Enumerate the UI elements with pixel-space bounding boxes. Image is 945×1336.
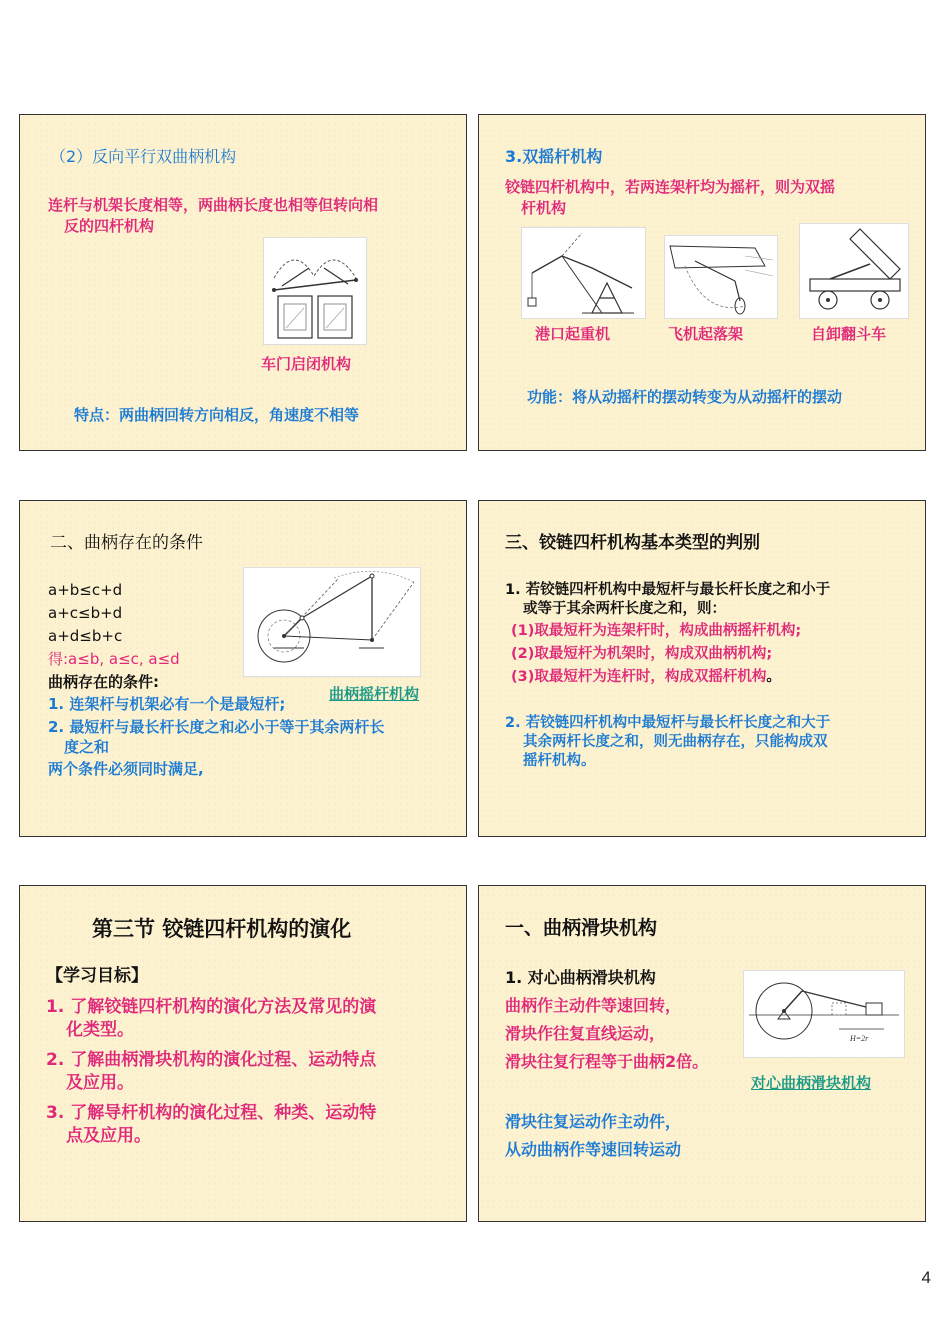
rule-1-line-2: 或等于其余两杆长度之和，则：: [523, 601, 726, 617]
rule-2-line-2: 其余两杆长度之和，则无曲柄存在，只能构成双: [523, 734, 828, 750]
rule-1-case-c: (3)取最短杆为连杆时，构成双摇杆机构。: [511, 669, 781, 685]
condition-1: 1. 连架杆与机架必有一个是最短杆;: [48, 695, 286, 713]
stroke-label: H=2r: [850, 1034, 869, 1043]
slide-title: （2）反向平行双曲柄机构: [50, 147, 237, 166]
function-text: 功能：将从动摇杆的摆动转变为从动摇杆的摆动: [527, 388, 843, 406]
goal-3-line-2: 点及应用。: [66, 1126, 151, 1146]
slide-crank-conditions: [19, 500, 467, 837]
inequality-1: a+b≤c+d: [48, 581, 123, 599]
conditions-heading: 曲柄存在的条件:: [48, 673, 159, 691]
figure-caption: 对心曲柄滑块机构: [751, 1074, 872, 1092]
crank-driver-line-1: 曲柄作主动件等速回转，: [505, 996, 682, 1015]
slide-type-judgment: [478, 500, 926, 837]
goal-1-line-2: 化类型。: [66, 1020, 134, 1040]
slide-title: 一、曲柄滑块机构: [505, 917, 658, 939]
definition-line-2: 反的四杆机构: [64, 217, 155, 235]
goal-2-line-1: 2. 了解曲柄滑块机构的演化过程、运动特点: [46, 1050, 377, 1070]
slide-section-three: [19, 885, 467, 1222]
inequality-2: a+c≤b+d: [48, 604, 123, 622]
learning-goals-heading: 【学习目标】: [46, 966, 148, 986]
crank-driver-line-3: 滑块往复行程等于曲柄2倍。: [505, 1052, 709, 1071]
condition-2-line-2: 度之和: [64, 738, 110, 756]
caption-dump-truck: 自卸翻斗车: [811, 325, 887, 343]
crank-slider-figure: [743, 970, 905, 1058]
derived-result: 得:a≤b, a≤c, a≤d: [48, 650, 180, 668]
rule-1-line-1: 1. 若铰链四杆机构中最短杆与最长杆长度之和小于: [505, 582, 831, 598]
dump-truck-figure: [799, 223, 909, 319]
rule-1-case-b: (2)取最短杆为机架时，构成双曲柄机构;: [511, 646, 773, 662]
slider-driver-line-1: 滑块往复运动作主动件，: [505, 1112, 682, 1131]
definition-line-1: 连杆与机架长度相等，两曲柄长度也相等但转向相: [48, 196, 379, 214]
subsection-title: 1. 对心曲柄滑块机构: [505, 968, 656, 987]
aircraft-landing-gear-figure: [664, 235, 778, 319]
slider-driver-line-2: 从动曲柄作等速回转运动: [505, 1140, 682, 1159]
condition-2-line-1: 2. 最短杆与最长杆长度之和必小于等于其余两杆长: [48, 718, 385, 736]
figure-caption: 车门启闭机构: [261, 355, 352, 373]
crank-rocker-figure: [243, 567, 421, 677]
rule-2-line-1: 2. 若铰链四杆机构中最短杆与最长杆长度之和大于: [505, 715, 831, 731]
harbor-crane-figure: [521, 227, 646, 319]
slide-title: 三、铰链四杆机构基本类型的判别: [505, 533, 760, 553]
figure-caption: 曲柄摇杆机构: [329, 685, 420, 703]
both-conditions-note: 两个条件必须同时满足,: [48, 760, 204, 778]
caption-landing-gear: 飞机起落架: [668, 325, 744, 343]
slide-reverse-parallel-crank: [19, 114, 467, 451]
goal-1-line-1: 1. 了解铰链四杆机构的演化方法及常见的演: [46, 997, 377, 1017]
slide-title: 3.双摇杆机构: [505, 147, 603, 166]
inequality-3: a+d≤b+c: [48, 627, 123, 645]
car-door-mechanism-figure: [263, 237, 367, 345]
rule-1-case-a: (1)取最短杆为连架杆时，构成曲柄摇杆机构;: [511, 623, 802, 639]
slide-double-rocker: [478, 114, 926, 451]
page-number: 4: [921, 1268, 931, 1287]
rule-2-line-3: 摇杆机构。: [523, 753, 596, 769]
definition-line-2: 杆机构: [521, 199, 567, 217]
goal-3-line-1: 3. 了解导杆机构的演化过程、种类、运动特: [46, 1103, 377, 1123]
slide-title: 第三节 铰链四杆机构的演化: [92, 917, 352, 941]
slide-title: 二、曲柄存在的条件: [50, 533, 203, 553]
caption-harbor-crane: 港口起重机: [535, 325, 611, 343]
crank-driver-line-2: 滑块作往复直线运动，: [505, 1024, 666, 1043]
definition-line-1: 铰链四杆机构中，若两连架杆均为摇杆，则为双摇: [505, 178, 836, 196]
goal-2-line-2: 及应用。: [66, 1073, 134, 1093]
feature-text: 特点：两曲柄回转方向相反，角速度不相等: [74, 406, 360, 424]
slide-crank-slider: [478, 885, 926, 1222]
